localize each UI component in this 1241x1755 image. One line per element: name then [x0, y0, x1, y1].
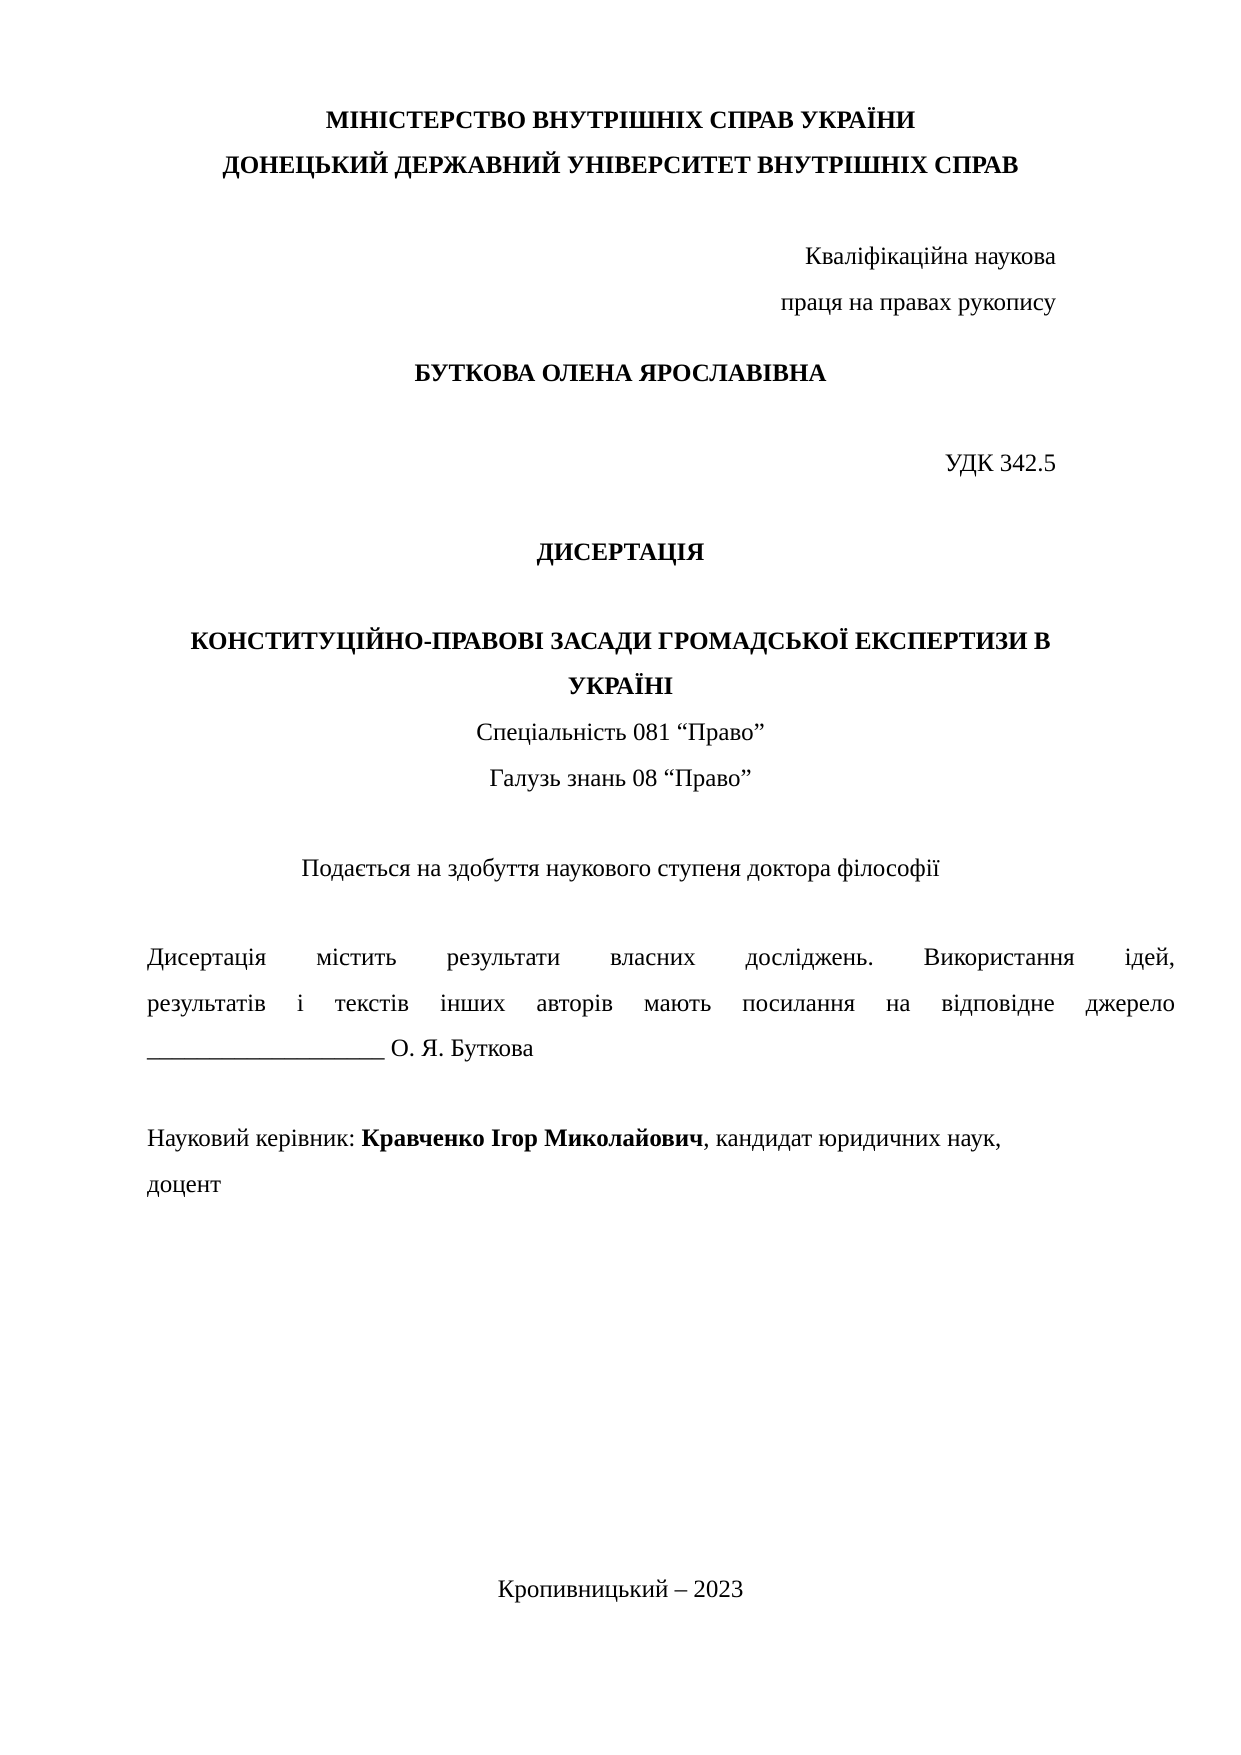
place-year: Кропивницький – 2023 [497, 1576, 744, 1603]
supervisor-name: Кравченко Ігор Миколайович [361, 1125, 704, 1152]
dissertation-title-line1: КОНСТИТУЦІЙНО-ПРАВОВІ ЗАСАДИ ГРОМАДСЬКОЇ ЕКСПЕРТИЗИ В [190, 628, 1051, 655]
signature-name: О. Я. Буткова [384, 1035, 534, 1062]
supervisor-line [147, 1124, 1001, 1154]
manuscript-note-line2: праця на правах рукопису [780, 289, 1056, 316]
supervisor-details: , кандидат юридичних наук, [703, 1125, 1002, 1152]
university-heading: ДОНЕЦЬКИЙ ДЕРЖАВНИЙ УНІВЕРСИТЕТ ВНУТРІШНІХ СПРАВ [222, 152, 1019, 179]
supervisor-title: доцент [147, 1171, 221, 1198]
signature-blank: ___________________ [147, 1035, 385, 1062]
ministry-heading: МІНІСТЕРСТВО ВНУТРІШНІХ СПРАВ УКРАЇНИ [325, 107, 916, 134]
signature-line [147, 1034, 534, 1064]
statement-line1: Дисертація містить результати власних досліджень. Використання ідей, [147, 944, 1175, 971]
field-of-knowledge: Галузь знань 08 “Право” [489, 765, 752, 792]
document-type: ДИСЕРТАЦІЯ [536, 539, 705, 566]
manuscript-note-line1: Кваліфікаційна наукова [805, 243, 1056, 270]
author-name: БУТКОВА ОЛЕНА ЯРОСЛАВІВНА [414, 360, 827, 387]
statement-line2: результатів і текстів інших авторів мають посилання на відповідне джерело [147, 990, 1175, 1017]
dissertation-title-line2: УКРАЇНІ [567, 673, 674, 700]
udc-code: УДК 342.5 [944, 450, 1056, 477]
degree-statement: Подається на здобуття наукового ступеня доктора філософії [301, 855, 940, 882]
supervisor-label: Науковий керівник: [147, 1125, 362, 1152]
specialty: Спеціальність 081 “Право” [476, 719, 765, 746]
